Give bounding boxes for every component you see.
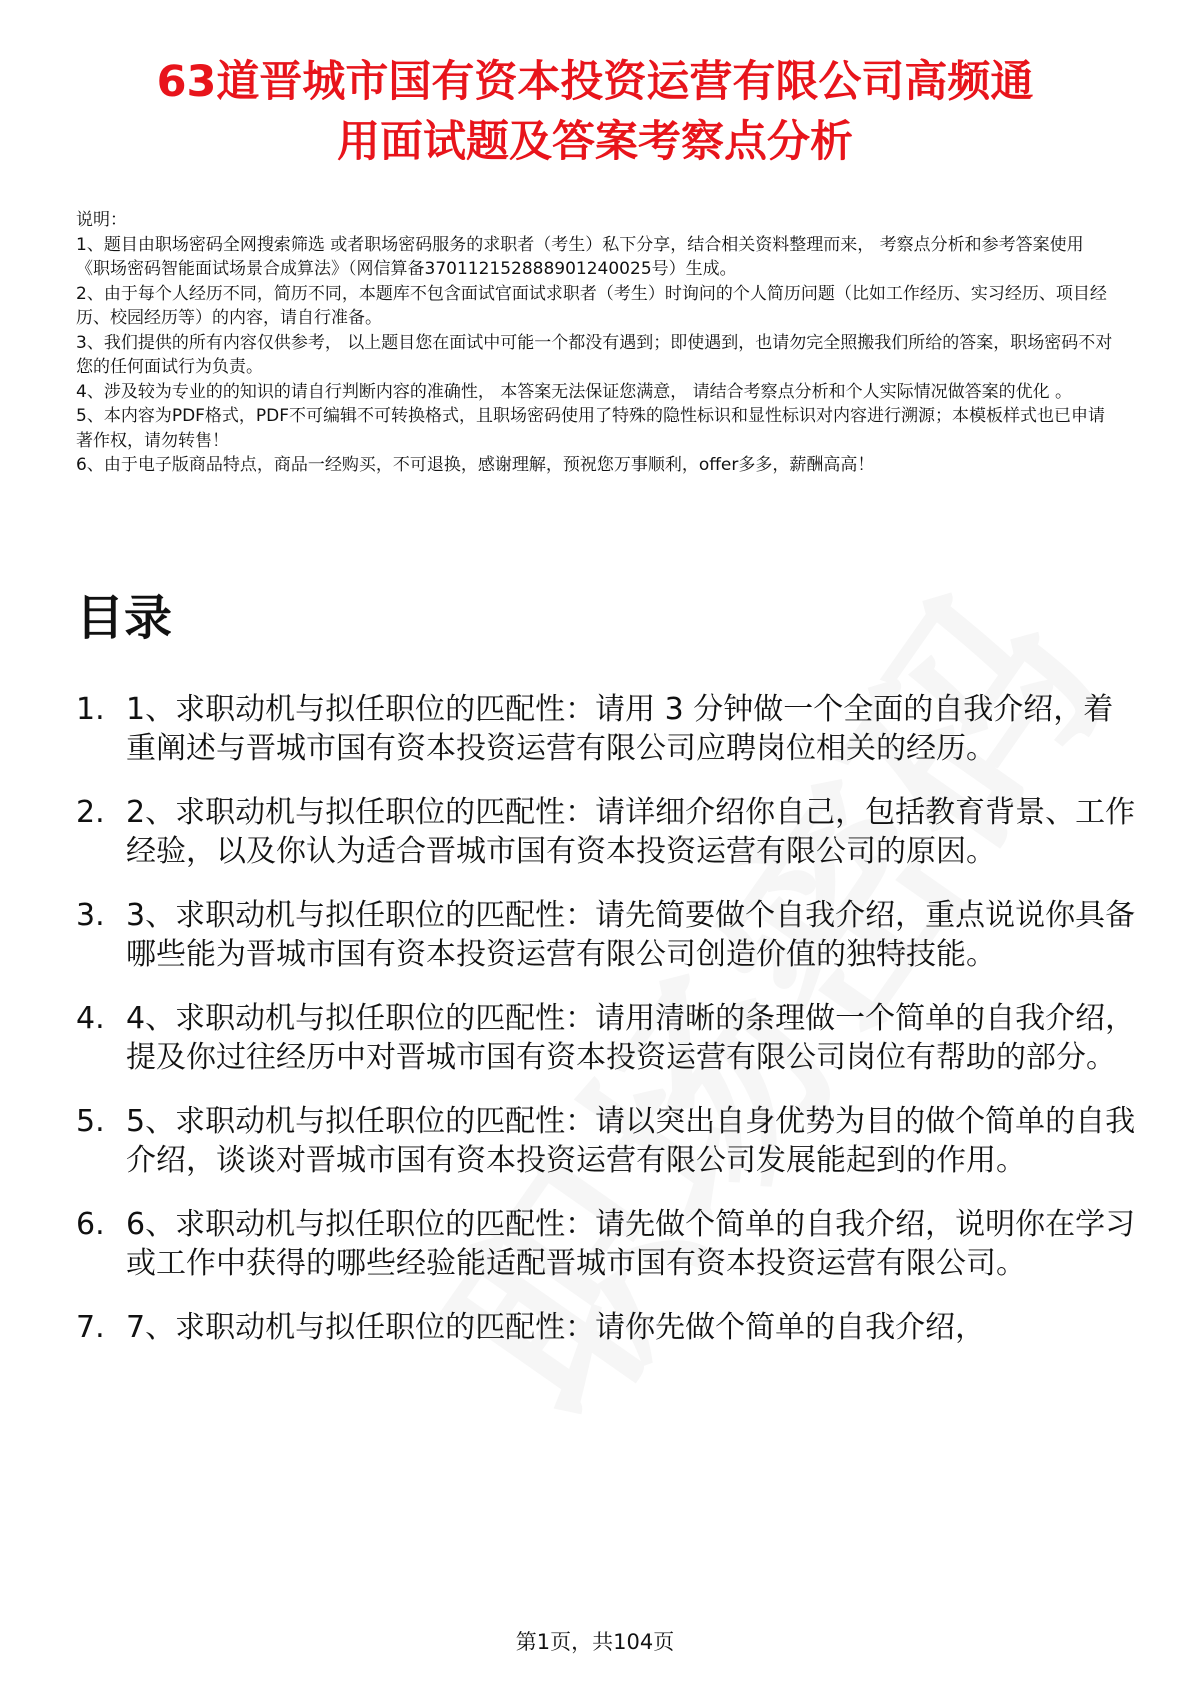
note-item-5: 5、本内容为PDF格式，PDF不可编辑不可转换格式，且职场密码使用了特殊的隐性标识和显性标识对内容进行溯源；本模板样式也已申请著作权，请勿转售！: [76, 406, 1106, 451]
toc-item-text[interactable]: 7、求职动机与拟任职位的匹配性：请你先做个简单的自我介绍，: [126, 1310, 986, 1345]
toc-item-number: 3.: [76, 898, 105, 933]
toc-item[interactable]: [76, 1308, 1136, 1347]
toc-item-text[interactable]: 1、求职动机与拟任职位的匹配性：请用 3 分钟做一个全面的自我介绍，着重阐述与晋城市国有资本投资运营有限公司应聘岗位相关的经历。: [126, 692, 1114, 766]
toc-item[interactable]: [76, 690, 1136, 768]
toc-item-number: 6.: [76, 1207, 105, 1242]
note-item-3: 3、我们提供的所有内容仅供参考， 以上题目您在面试中可能一个都没有遇到；即使遇到，也请勿完全照搬我们所给的答案，职场密码不对您的任何面试行为负责。: [76, 332, 1113, 377]
note-item-2: 2、由于每个人经历不同，简历不同，本题库不包含面试官面试求职者（考生）时询问的个人简历问题（比如工作经历、实习经历、项目经历、校园经历等）的内容，请自行准备。: [76, 283, 1107, 328]
toc-item-text[interactable]: 2、求职动机与拟任职位的匹配性：请详细介绍你自己，包括教育背景、工作经验，以及你认为适合晋城市国有资本投资运营有限公司的原因。: [126, 795, 1136, 869]
toc-item-number: 2.: [76, 795, 105, 830]
note-item-1: 1、题目由职场密码全网搜索筛选 或者职场密码服务的求职者（考生）私下分享，结合相关资料整理而来， 考察点分析和参考答案使用《职场密码智能面试场景合成算法》（网信算备370112152888901240025号）生成。: [76, 234, 1084, 279]
notes-label: 说明：: [76, 210, 127, 230]
page-footer: 第1页，共104页: [515, 1630, 675, 1654]
toc-item-number: 4.: [76, 1001, 105, 1036]
toc-item[interactable]: [76, 793, 1136, 871]
toc-item-number: 1.: [76, 692, 105, 727]
toc-item[interactable]: [76, 896, 1136, 974]
note-item-6: 6、由于电子版商品特点，商品一经购买，不可退换，感谢理解，预祝您万事顺利，offer多多，薪酬高高！: [76, 455, 875, 475]
toc-item-number: 5.: [76, 1104, 105, 1139]
page-title: [60, 52, 1130, 172]
note-item-4: 4、涉及较为专业的的知识的请自行判断内容的准确性， 本答案无法保证您满意， 请结合考察点分析和个人实际情况做答案的优化 。: [76, 381, 1073, 402]
toc-item-text[interactable]: 4、求职动机与拟任职位的匹配性：请用清晰的条理做一个简单的自我介绍，提及你过往经历中对晋城市国有资本投资运营有限公司岗位有帮助的部分。: [126, 1001, 1136, 1075]
toc-list: [76, 690, 1136, 1372]
toc-item[interactable]: [76, 999, 1136, 1077]
title-line-1: 63道晋城市国有资本投资运营有限公司高频通: [156, 57, 1034, 107]
title-line-2: 用面试题及答案考察点分析: [337, 117, 853, 167]
toc-item-text[interactable]: 3、求职动机与拟任职位的匹配性：请先简要做个自我介绍，重点说说你具备哪些能为晋城市国有资本投资运营有限公司创造价值的独特技能。: [126, 898, 1136, 972]
notes-section: [76, 208, 1116, 478]
toc-item-text[interactable]: 6、求职动机与拟任职位的匹配性：请先做个简单的自我介绍，说明你在学习或工作中获得的哪些经验能适配晋城市国有资本投资运营有限公司。: [126, 1207, 1136, 1281]
toc-item[interactable]: [76, 1205, 1136, 1283]
toc-item[interactable]: [76, 1102, 1136, 1180]
toc-heading: 目录: [76, 590, 173, 646]
toc-item-text[interactable]: 5、求职动机与拟任职位的匹配性：请以突出自身优势为目的做个简单的自我介绍，谈谈对晋城市国有资本投资运营有限公司发展能起到的作用。: [126, 1104, 1136, 1178]
toc-item-number: 7.: [76, 1310, 105, 1345]
